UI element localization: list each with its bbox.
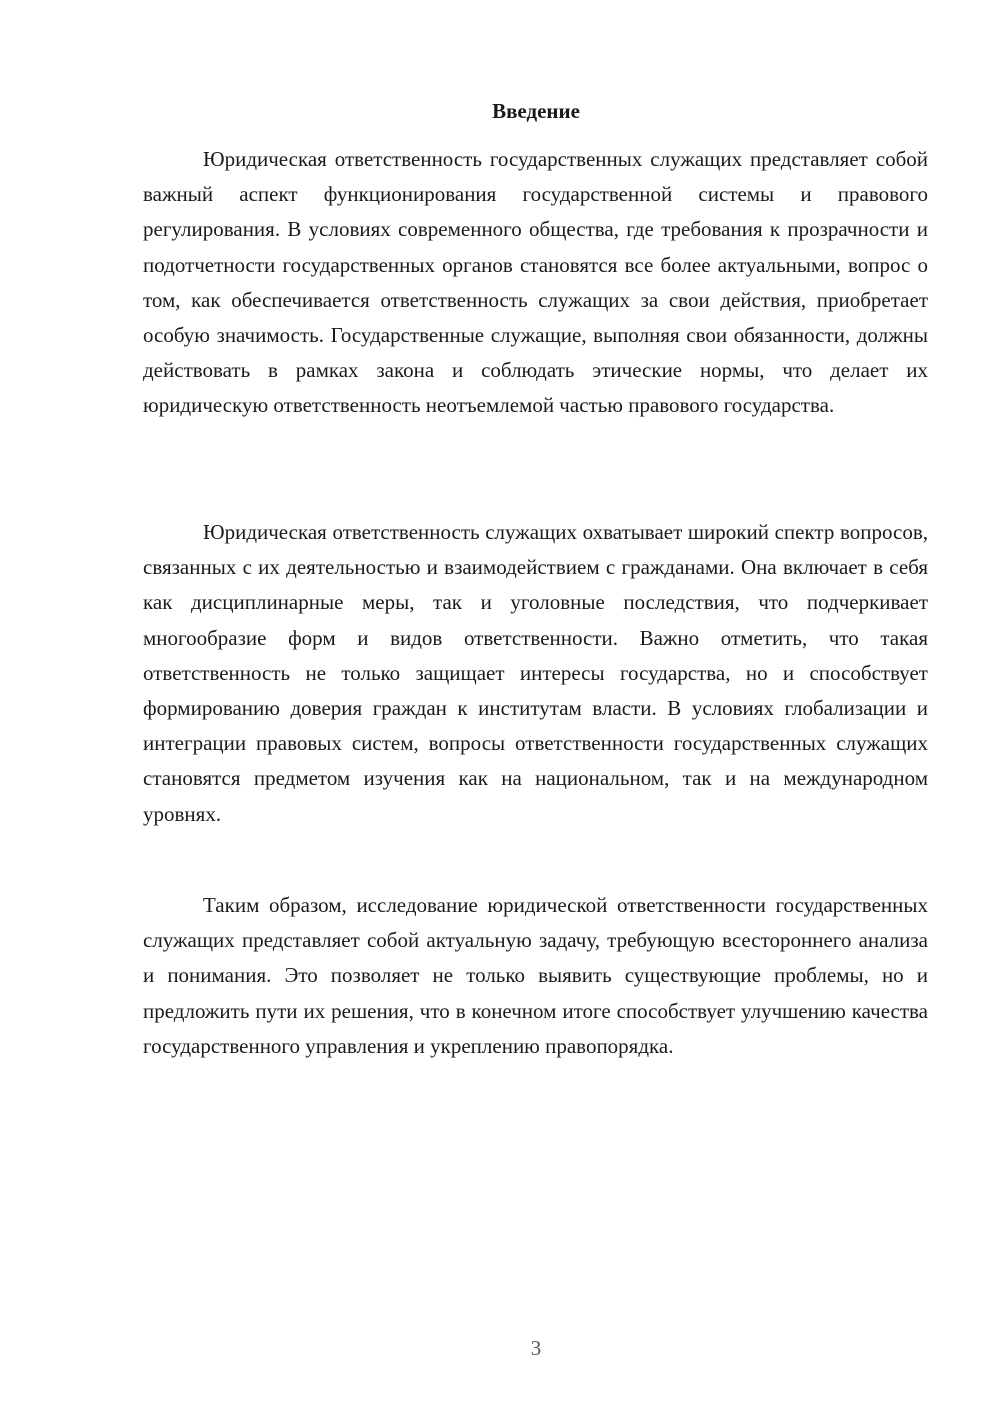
page-number: 3 (530, 1336, 542, 1360)
paragraph-1: Юридическая ответственность государственных служащих представляет собой важный аспект функционирования государственной системы и правового регулирования. В условиях современного общества, где требования к прозрачности и подотчетности государственных органов становятся все более актуальными, вопрос о том, как обеспечивается ответственность служащих за свои действия, приобретает особую значимость. Государственные служащие, выполняя свои обязанности, должны действовать в рамках закона и соблюдать этические нормы, что делает их юридическую ответственность неотъемлемой частью правового государства. (143, 147, 928, 418)
paragraph-3: Таким образом, исследование юридической ответственности государственных служащих представляет собой актуальную задачу, требующую всестороннего анализа и понимания. Это позволяет не только выявить существующие проблемы, но и предложить пути их решения, что в конечном итоге способствует улучшению качества государственного управления и укреплению правопорядка. (143, 893, 928, 1058)
paragraph-2: Юридическая ответственность служащих охватывает широкий спектр вопросов, связанных с их деятельностью и взаимодействием с гражданами. Она включает в себя как дисциплинарные меры, так и уголовные последствия, что подчеркивает многообразие форм и видов ответственности. Важно отметить, что такая ответственность не только защищает интересы государства, но и способствует формированию доверия граждан к институтам власти. В условиях глобализации и интеграции правовых систем, вопросы ответственности государственных служащих становятся предметом изучения как на национальном, так и на международном уровнях. (143, 520, 928, 826)
section-title: Введение (492, 99, 580, 123)
